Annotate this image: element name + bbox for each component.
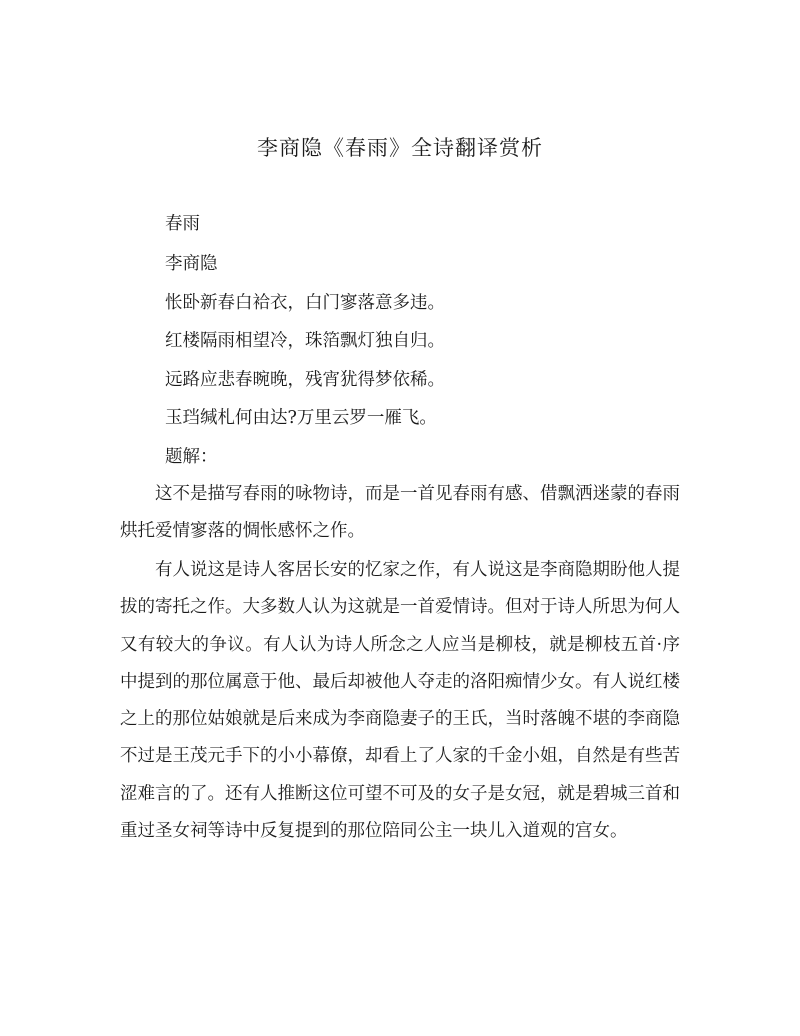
- poem-line: 远路应悲春晼晚，残宵犹得梦依稀。: [165, 370, 445, 390]
- poem-author: 李商隐: [165, 254, 218, 274]
- poem-line: 玉珰缄札何由达?万里云罗一雁飞。: [165, 408, 437, 428]
- poem-line: 红楼隔雨相望冷，珠箔飘灯独自归。: [165, 331, 445, 351]
- body-paragraph: 这不是描写春雨的咏物诗，而是一首见春雨有感、借飘洒迷蒙的春雨烘托爱情寥落的惆怅感怀之作。: [120, 484, 680, 542]
- poem-line: 怅卧新春白袷衣，白门寥落意多违。: [165, 293, 445, 313]
- poem-title: 春雨: [165, 214, 200, 234]
- document-title: 李商隐《春雨》全诗翻译赏析: [257, 136, 543, 160]
- note-heading: 题解：: [165, 447, 218, 467]
- body-paragraph: 有人说这是诗人客居长安的忆家之作，有人说这是李商隐期盼他人提拔的寄托之作。大多数人认为这就是一首爱情诗。但对于诗人所思为何人又有较大的争议。有人认为诗人所念之人应当是柳枝，就是柳枝五首·序中提到的那位属意于他、最后却被他人夺走的洛阳痴情少女。有人说红楼之上的那位姑娘就是后来成为李商隐妻子的王氏，当时落魄不堪的李商隐不过是王茂元手下的小小幕僚，却看上了人家的千金小姐，自然是有些苦涩难言的了。还有人推断这位可望不可及的女子是女冠，就是碧城三首和重过圣女祠等诗中反复提到的那位陪同公主一块儿入道观的宫女。: [120, 560, 680, 842]
